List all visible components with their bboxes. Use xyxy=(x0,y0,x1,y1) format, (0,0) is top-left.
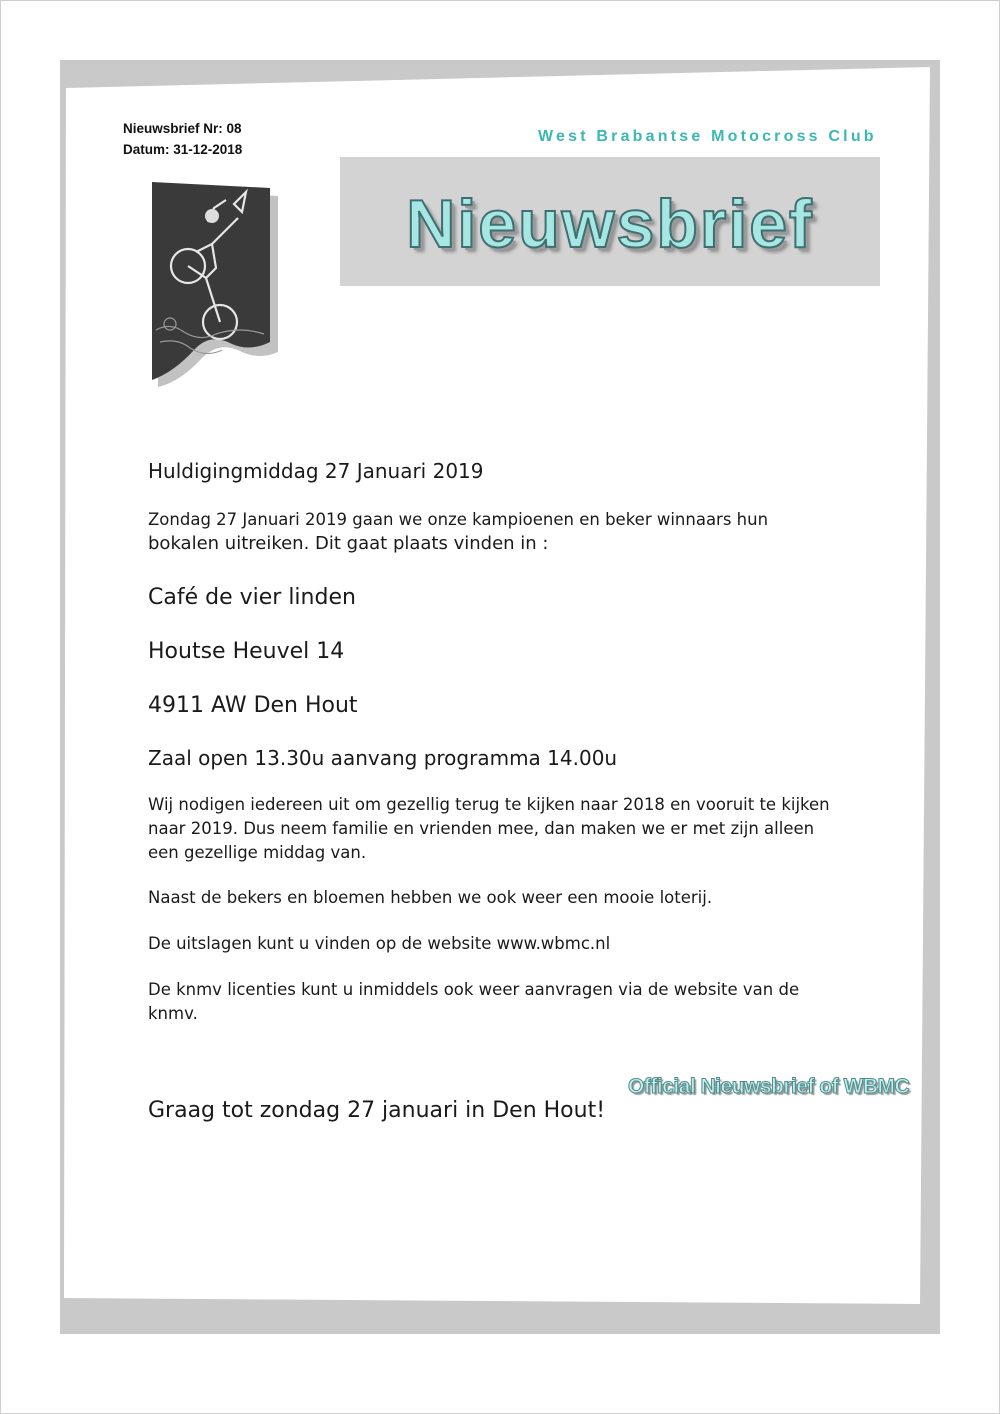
closing-text: Graag tot zondag 27 januari in Den Hout! xyxy=(148,1098,606,1123)
invite-paragraph xyxy=(148,793,830,865)
results-text: De uitslagen kunt u vinden op de website www.wbmc.nl xyxy=(148,934,611,953)
issue-meta xyxy=(123,118,242,160)
license-paragraph xyxy=(148,978,799,1026)
invite-line: naar 2019. Dus neem familie en vrienden mee, dan maken we er met zijn alleen xyxy=(148,819,815,838)
event-heading: Huldigingmiddag 27 Januari 2019 xyxy=(148,459,484,483)
club-name: West Brabantse Motocross Club xyxy=(538,128,877,145)
invite-line: Wij nodigen iedereen uit om gezellig terug te kijken naar 2018 en vooruit te kijken xyxy=(148,795,830,814)
footer-tagline: Official Nieuwsbrief of WBMC xyxy=(628,1075,910,1098)
venue-street: Houtse Heuvel 14 xyxy=(148,639,345,664)
motocross-rider-logo-icon xyxy=(150,182,280,402)
event-times: Zaal open 13.30u aanvang programma 14.00u xyxy=(148,746,618,770)
invite-line: een gezellige middag van. xyxy=(148,843,367,862)
license-line: knmv. xyxy=(148,1004,198,1023)
issue-date: Datum: 31-12-2018 xyxy=(123,142,243,157)
intro-line: Zondag 27 Januari 2019 gaan we onze kampioenen en beker winnaars hun xyxy=(148,510,769,529)
issue-number: Nieuwsbrief Nr: 08 xyxy=(123,121,242,136)
license-line: De knmv licenties kunt u inmiddels ook weer aanvragen via de website van de xyxy=(148,980,800,999)
banner-title: Nieuwsbrief xyxy=(406,186,814,262)
intro-paragraph xyxy=(148,508,768,556)
intro-line: bokalen uitreiken. Dit gaat plaats vinden in : xyxy=(148,533,549,554)
title-banner xyxy=(340,157,880,286)
venue-name: Café de vier linden xyxy=(148,585,356,610)
venue-city: 4911 AW Den Hout xyxy=(148,693,358,718)
lottery-text: Naast de bekers en bloemen hebben we ook weer een mooie loterij. xyxy=(148,888,713,907)
